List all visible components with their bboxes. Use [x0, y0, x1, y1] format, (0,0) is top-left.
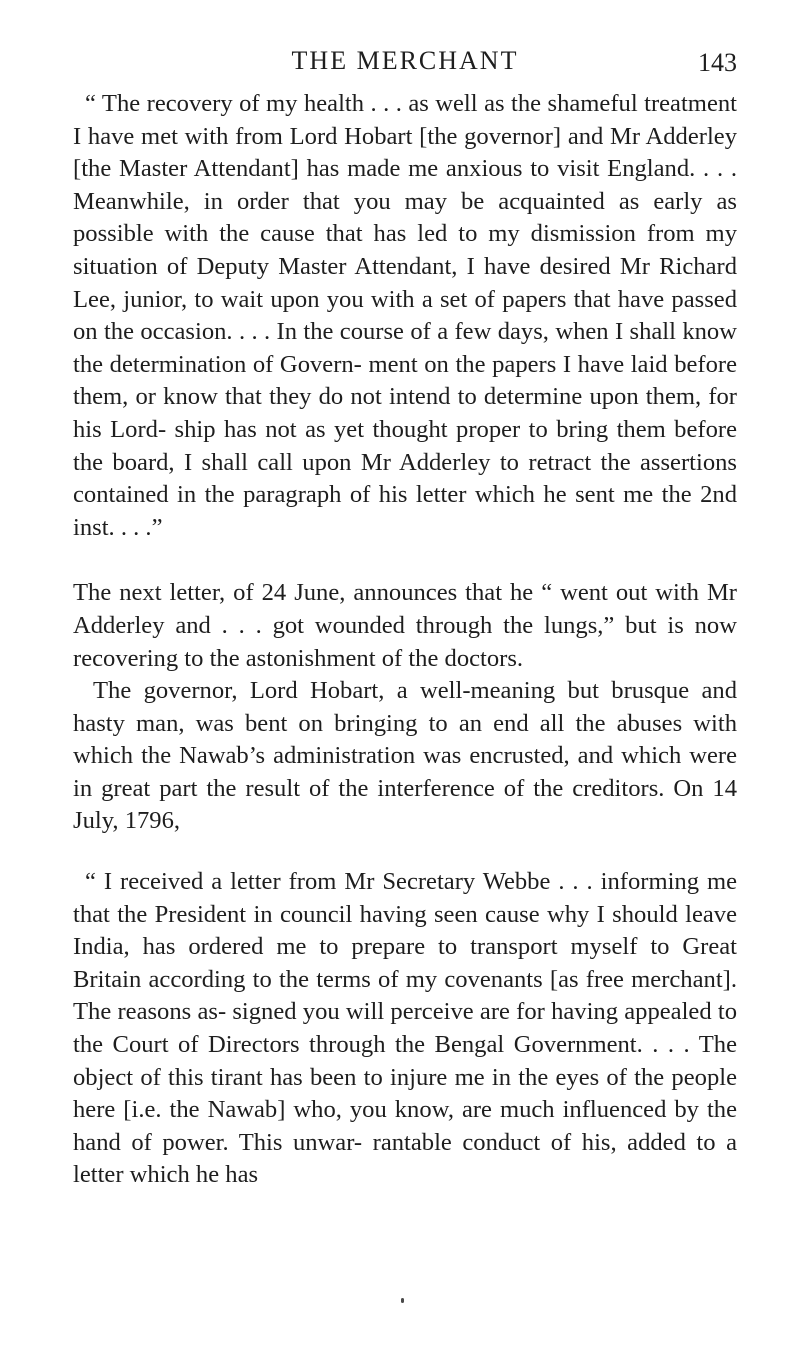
running-head-title: THE MERCHANT	[291, 46, 519, 75]
print-speck	[401, 1298, 404, 1303]
body-paragraph: The governor, Lord Hobart, a well-meaning but brusque and hasty man, was bent on bringing to an end all the abuses with which the Nawab’s administration was encrusted, and which were in great part the result of the interference of the creditors. On 14 July, 1796,	[73, 677, 737, 835]
quoted-letter-paragraph: “ I received a letter from Mr Secretary Webbe . . . informing me that the President in council having seen cause why I should leave India, has ordered me to prepare to transport myself to Great Britain according to the terms of my covenants [as free merchant]. The reasons as- signed you will perceive are for having appealed to the Court of Directors through the Bengal Government. . . . The object of this tirant has been to injure me in the eyes of the people here [i.e. the Nawab] who, you know, are much influenced by the hand of power. This unwar- rantable conduct of his, added to a letter which he has	[73, 868, 737, 1189]
page-number: 143	[698, 48, 737, 77]
quoted-letter-paragraph: “ The recovery of my health . . . as well as the shameful treatment I have met with from Lord Hobart [the governor] and Mr Adderley [the Master Attendant] has made me anxious to visit England. . . . Meanwhile, in order that you may be acquainted as early as possible with the cause that has led to my dismission from my situation of Deputy Master Attendant, I have desired Mr Richard Lee, junior, to wait upon you with a set of papers that have passed on the occasion. . . . In the course of a few days, when I shall know the determination of Govern- ment on the papers I have laid before them, or know that they do not intend to determine upon them, for his Lord- ship has not as yet thought proper to bring them before the board, I shall call upon Mr Adderley to retract the assertions contained in the paragraph of his letter which he sent me the 2nd inst. . . .”	[73, 90, 737, 541]
running-head	[73, 40, 737, 88]
book-page	[73, 40, 737, 1192]
body-paragraph: The next letter, of 24 June, announces that he “ went out with Mr Adderley and . . . got wounded through the lungs,” but is now recovering to the astonishment of the doctors.	[73, 579, 737, 672]
